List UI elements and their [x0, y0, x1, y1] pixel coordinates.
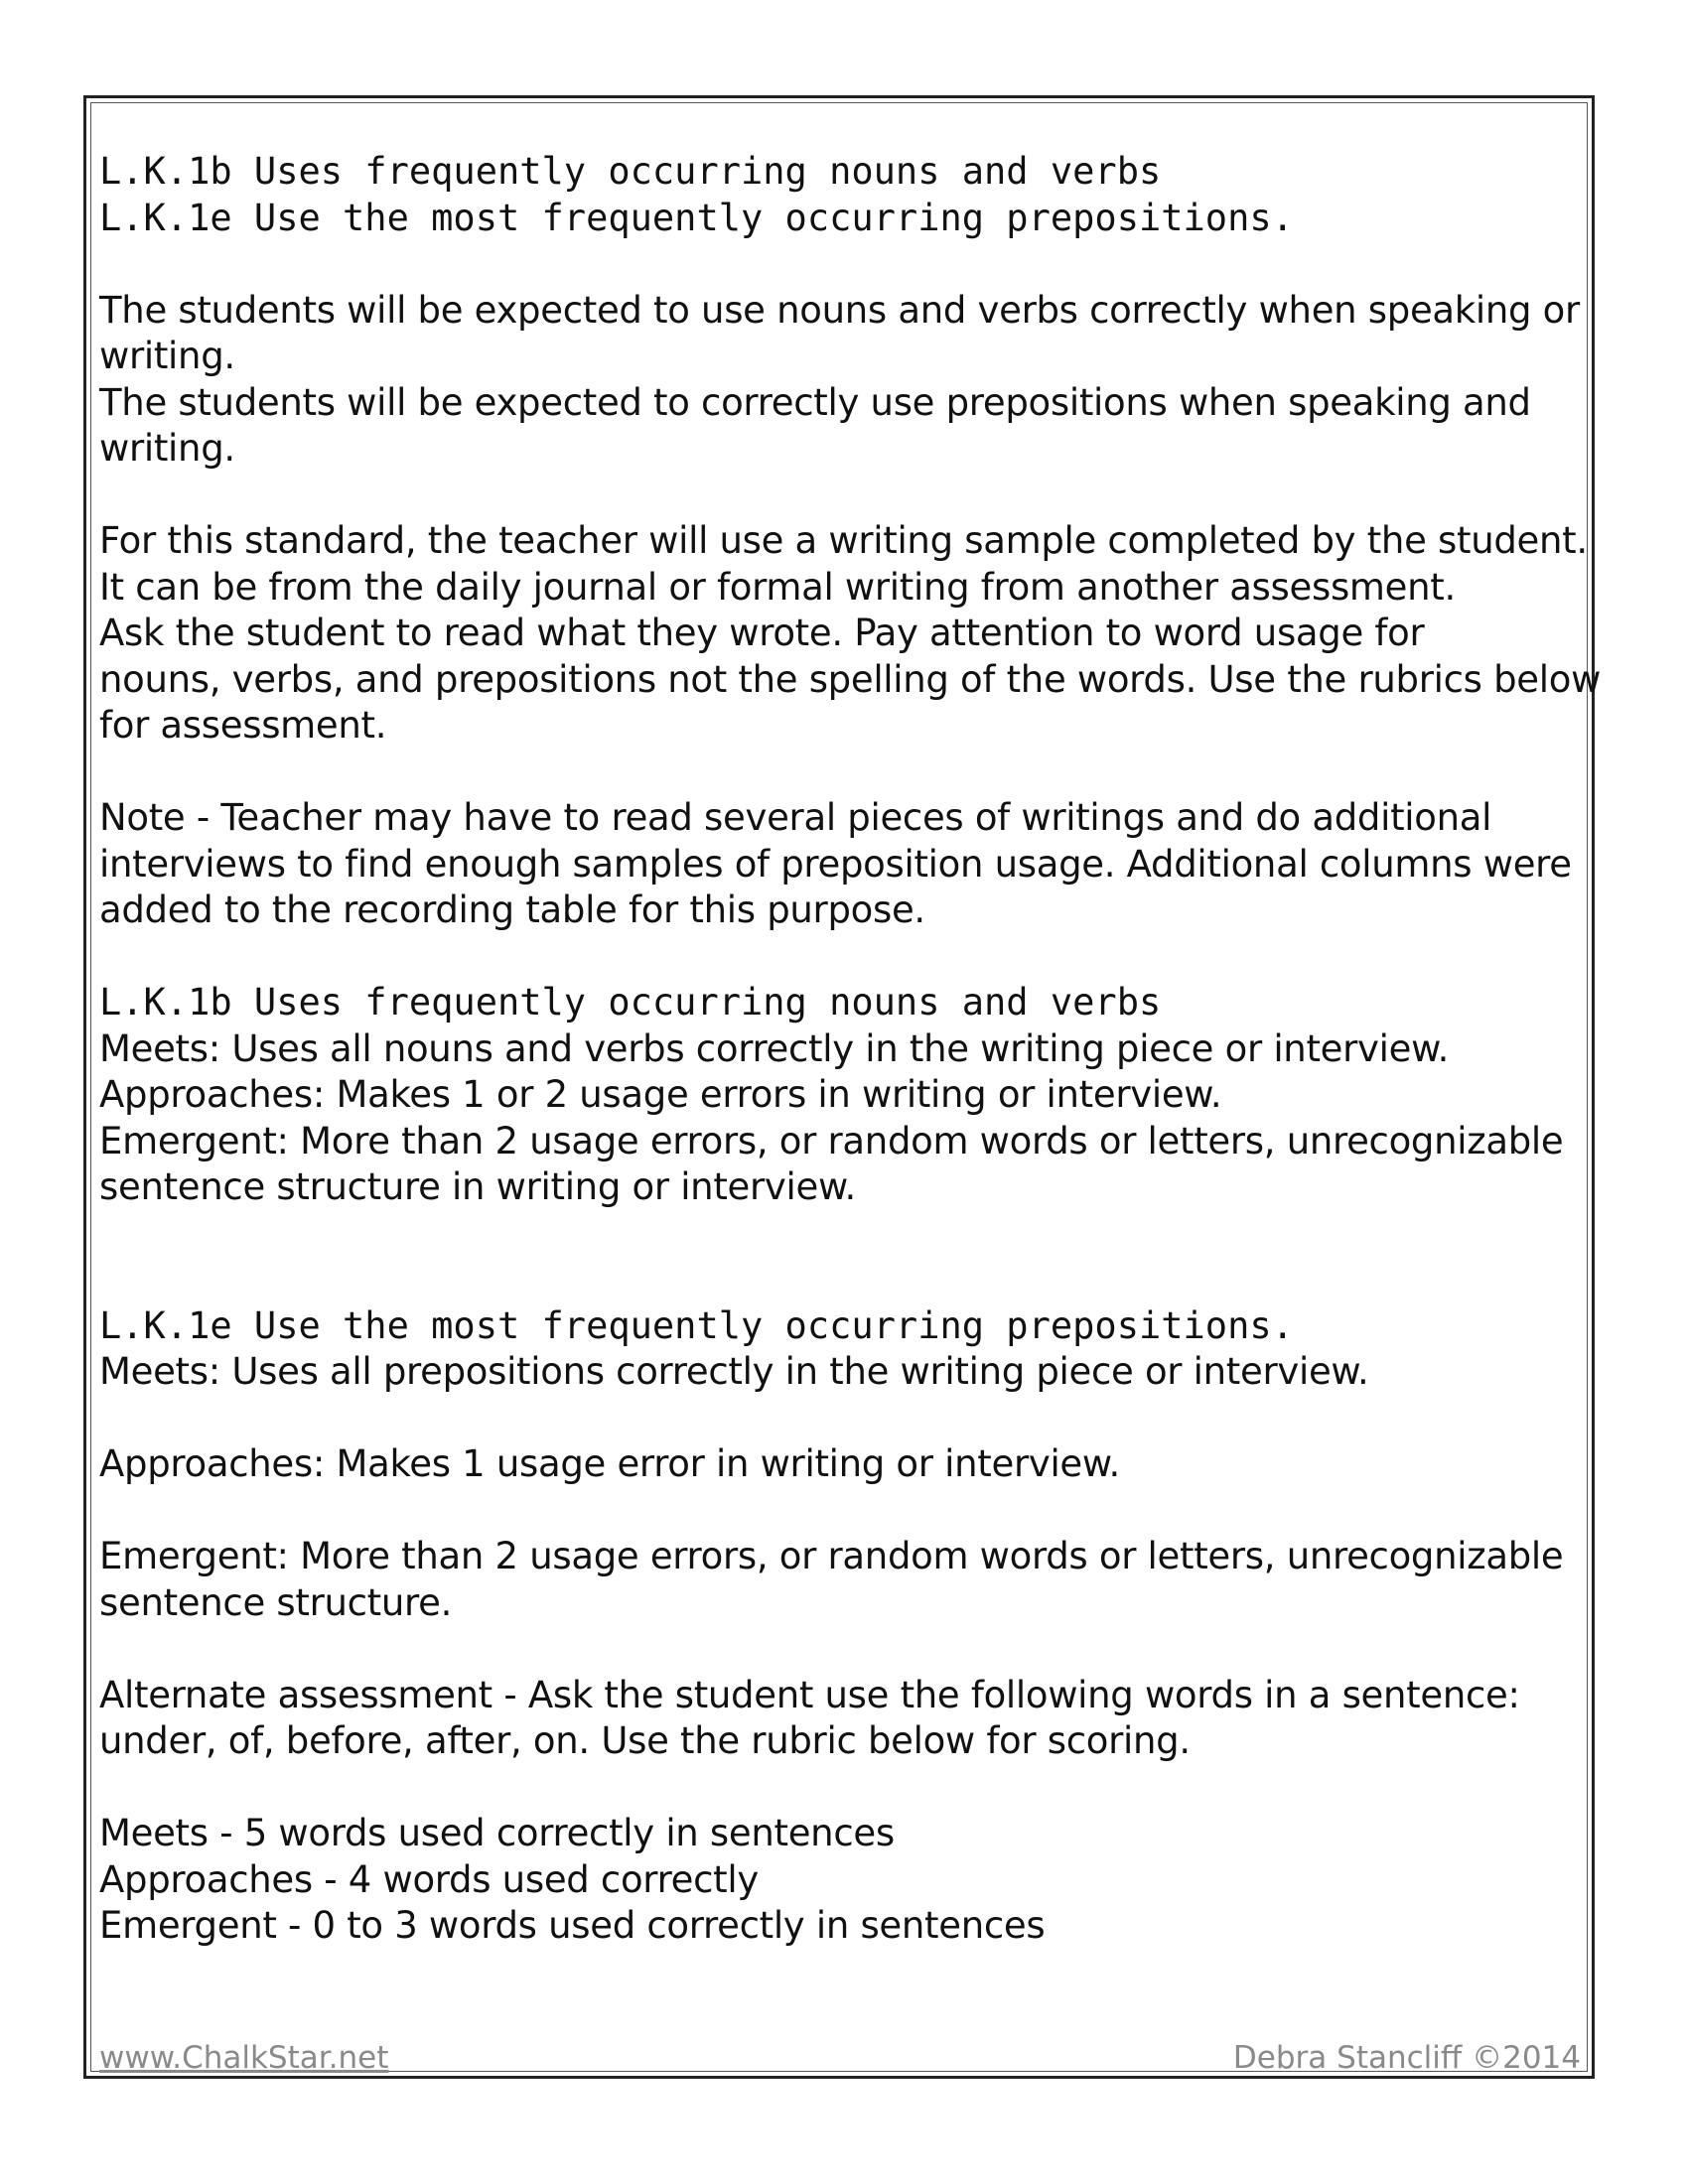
spacer	[99, 1396, 1589, 1442]
rubric-approaches: Approaches: Makes 1 usage error in writing or interview.	[99, 1442, 1120, 1485]
spacer	[99, 241, 1589, 288]
rubric-heading-nouns: L.K.1b Uses frequently occurring nouns and verbs	[99, 981, 1162, 1024]
footer-copyright: Debra Stancliff ©2014	[1232, 2040, 1581, 2076]
instruction-line: For this standard, the teacher will use a writing sample completed by the student.	[99, 519, 1588, 562]
footer-website-link[interactable]: www.ChalkStar.net	[99, 2040, 389, 2076]
instruction-line: It can be from the daily journal or formal writing from another assessment.	[99, 565, 1456, 609]
instruction-line: for assessment.	[99, 704, 387, 747]
alternate-line: under, of, before, after, on. Use the rubric below for scoring.	[99, 1719, 1191, 1762]
rubric-heading-prepositions: L.K.1e Use the most frequently occurring prepositions.	[99, 1303, 1294, 1347]
alternate-rubric-line: Approaches - 4 words used correctly	[99, 1857, 759, 1901]
document-content	[99, 149, 1602, 1950]
note-line: Note - Teacher may have to read several pieces of writings and do additional	[99, 796, 1492, 839]
spacer	[99, 473, 1589, 519]
rubric-line: Meets: Uses all nouns and verbs correctly in the writing piece or interview.	[99, 1026, 1450, 1070]
spacer	[99, 1488, 1589, 1535]
rubric-emergent: Emergent: More than 2 usage errors, or random words or letters, unrecognizable	[99, 1535, 1564, 1577]
rubric-emergent: sentence structure.	[99, 1580, 453, 1624]
instruction-line: Ask the student to read what they wrote. Pay attention to word usage for	[99, 612, 1425, 654]
rubric-line: Emergent: More than 2 usage errors, or random words or letters, unrecognizable	[99, 1119, 1564, 1162]
rubric-line: Approaches: Makes 1 or 2 usage errors in writing or interview.	[99, 1073, 1222, 1116]
note-line: interviews to find enough samples of preposition usage. Additional columns were	[99, 842, 1572, 886]
spacer	[99, 1765, 1589, 1812]
spacer	[99, 1211, 1589, 1303]
expectation-line: The students will be expected to correctly use prepositions when speaking and	[99, 380, 1531, 424]
rubric-line: sentence structure in writing or interview.	[99, 1165, 856, 1208]
spacer	[99, 750, 1589, 796]
spacer	[99, 1626, 1589, 1673]
note-line: added to the recording table for this purpose.	[99, 888, 925, 931]
expectation-line: writing.	[99, 335, 235, 377]
rubric-meets: Meets: Uses all prepositions correctly in the writing piece or interview.	[99, 1350, 1369, 1393]
alternate-rubric-line: Meets - 5 words used correctly in sentences	[99, 1812, 895, 1854]
expectation-line: The students will be expected to use nouns and verbs correctly when speaking or	[99, 288, 1580, 332]
expectation-line: writing.	[99, 427, 235, 470]
standard-heading-1b: L.K.1b Uses frequently occurring nouns and verbs	[99, 150, 1162, 193]
spacer	[99, 934, 1589, 981]
standard-heading-1e: L.K.1e Use the most frequently occurring prepositions.	[99, 196, 1294, 239]
alternate-line: Alternate assessment - Ask the student use the following words in a sentence:	[99, 1673, 1520, 1716]
alternate-rubric-line: Emergent - 0 to 3 words used correctly in sentences	[99, 1904, 1046, 1947]
instruction-line: nouns, verbs, and prepositions not the spelling of the words. Use the rubrics below	[99, 657, 1602, 701]
